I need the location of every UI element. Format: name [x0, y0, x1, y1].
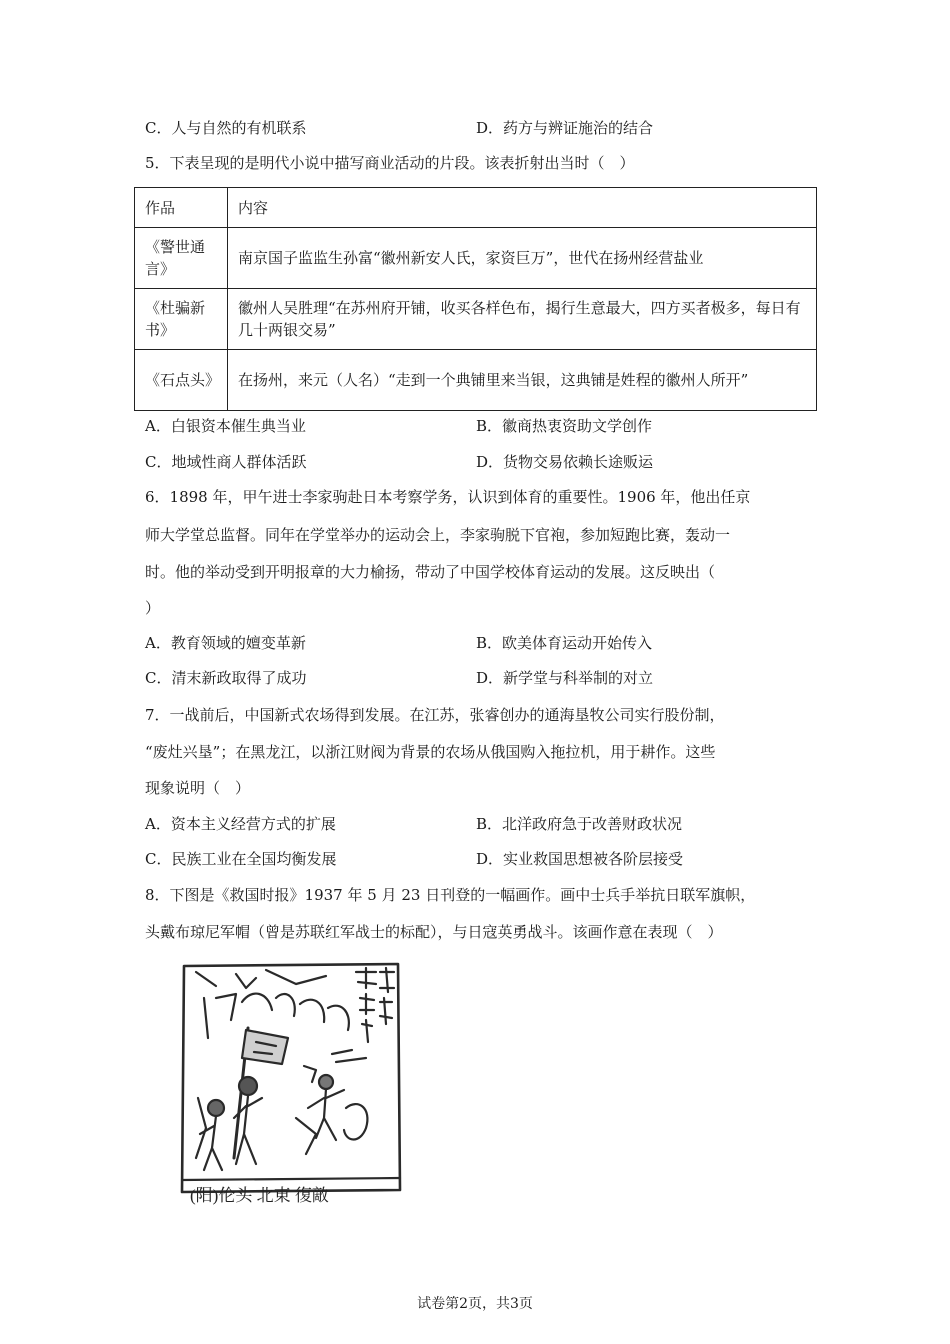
- q6-line: ）: [145, 599, 161, 617]
- q6-line: 时。他的举动受到开明报章的大力榆扬，带动了中国学校体育运动的发展。这反映出（: [145, 563, 716, 581]
- q7-option-b: B．北洋政府急于改善财政状况: [476, 815, 683, 833]
- table-cell-work: 《杜骗新书》: [135, 289, 228, 350]
- q5-option-a: A．白银资本催生典当业: [145, 417, 306, 435]
- table-header-row: [135, 188, 817, 228]
- table-header-work: 作品: [135, 188, 228, 228]
- page-footer: 试卷第2页，共3页: [417, 1296, 533, 1312]
- table-header-content: 内容: [228, 188, 817, 228]
- q6-line: 6．1898 年，甲午进士李家驹赴日本考察学务，认识到体育的重要性。1906 年，他出任京: [145, 488, 751, 506]
- picture-caption: (阳)伦头 北東 復敵: [190, 1186, 329, 1205]
- q6-option-a: A．教育领域的嬗变革新: [145, 634, 306, 652]
- q7-option-c: C．民族工业在全国均衡发展: [145, 850, 337, 868]
- table-row: [135, 350, 817, 411]
- q6-option-d: D．新学堂与科举制的对立: [476, 669, 654, 687]
- q6-option-b: B．欧美体育运动开始传入: [476, 634, 653, 652]
- q5-option-b: B．徽商热衷资助文学创作: [476, 417, 653, 435]
- q5-option-c: C．地域性商人群体活跃: [145, 453, 307, 471]
- q6-option-c: C．清末新政取得了成功: [145, 669, 307, 687]
- table-cell-content: 徽州人吴胜理“在苏州府开铺，收买各样色布，揭行生意最大，四方买者极多，每日有几十两银交易”: [228, 289, 817, 350]
- q7-line: 7．一战前后，中国新式农场得到发展。在江苏，张睿创办的通海垦牧公司实行股份制，: [145, 706, 725, 724]
- q5-table: [134, 187, 817, 411]
- q5-stem: 5．下表呈现的是明代小说中描写商业活动的片段。该表折射出当时（ ）: [145, 154, 635, 172]
- table-cell-content: 在扬州，来元（人名）“走到一个典铺里来当银，这典铺是姓程的徽州人所开”: [228, 350, 817, 411]
- woodcut-picture: [176, 958, 406, 1206]
- q4-option-c: C．人与自然的有机联系: [145, 119, 307, 137]
- table-cell-work: 《石点头》: [135, 350, 228, 411]
- q7-option-a: A．资本主义经营方式的扩展: [145, 815, 336, 833]
- q6-line: 师大学堂总监督。同年在学堂举办的运动会上，李家驹脱下官袍，参加短跑比赛，轰动一: [145, 526, 731, 544]
- table-cell-work: 《警世通言》: [135, 228, 228, 289]
- table-cell-content: 南京国子监监生孙富“徽州新安人氏，家资巨万”，世代在扬州经营盐业: [228, 228, 817, 289]
- q7-option-d: D．实业救国思想被各阶层接受: [476, 850, 684, 868]
- q8-line: 头戴布琼尼军帽（曾是苏联红军战士的标配），与日寇英勇战斗。该画作意在表现（ ）: [145, 923, 723, 941]
- q8-line: 8．下图是《救国时报》1937 年 5 月 23 日刊登的一幅画作。画中士兵手举抗日联军旗帜，: [145, 886, 756, 904]
- table-row: [135, 228, 817, 289]
- q5-option-d: D．货物交易依赖长途贩运: [476, 453, 654, 471]
- q7-line: “废灶兴垦”；在黑龙江，以浙江财阀为背景的农场从俄国购入拖拉机，用于耕作。这些: [145, 743, 716, 761]
- q4-option-d: D．药方与辨证施治的结合: [476, 119, 654, 137]
- table-row: [135, 289, 817, 350]
- q7-line: 现象说明（ ）: [145, 779, 251, 797]
